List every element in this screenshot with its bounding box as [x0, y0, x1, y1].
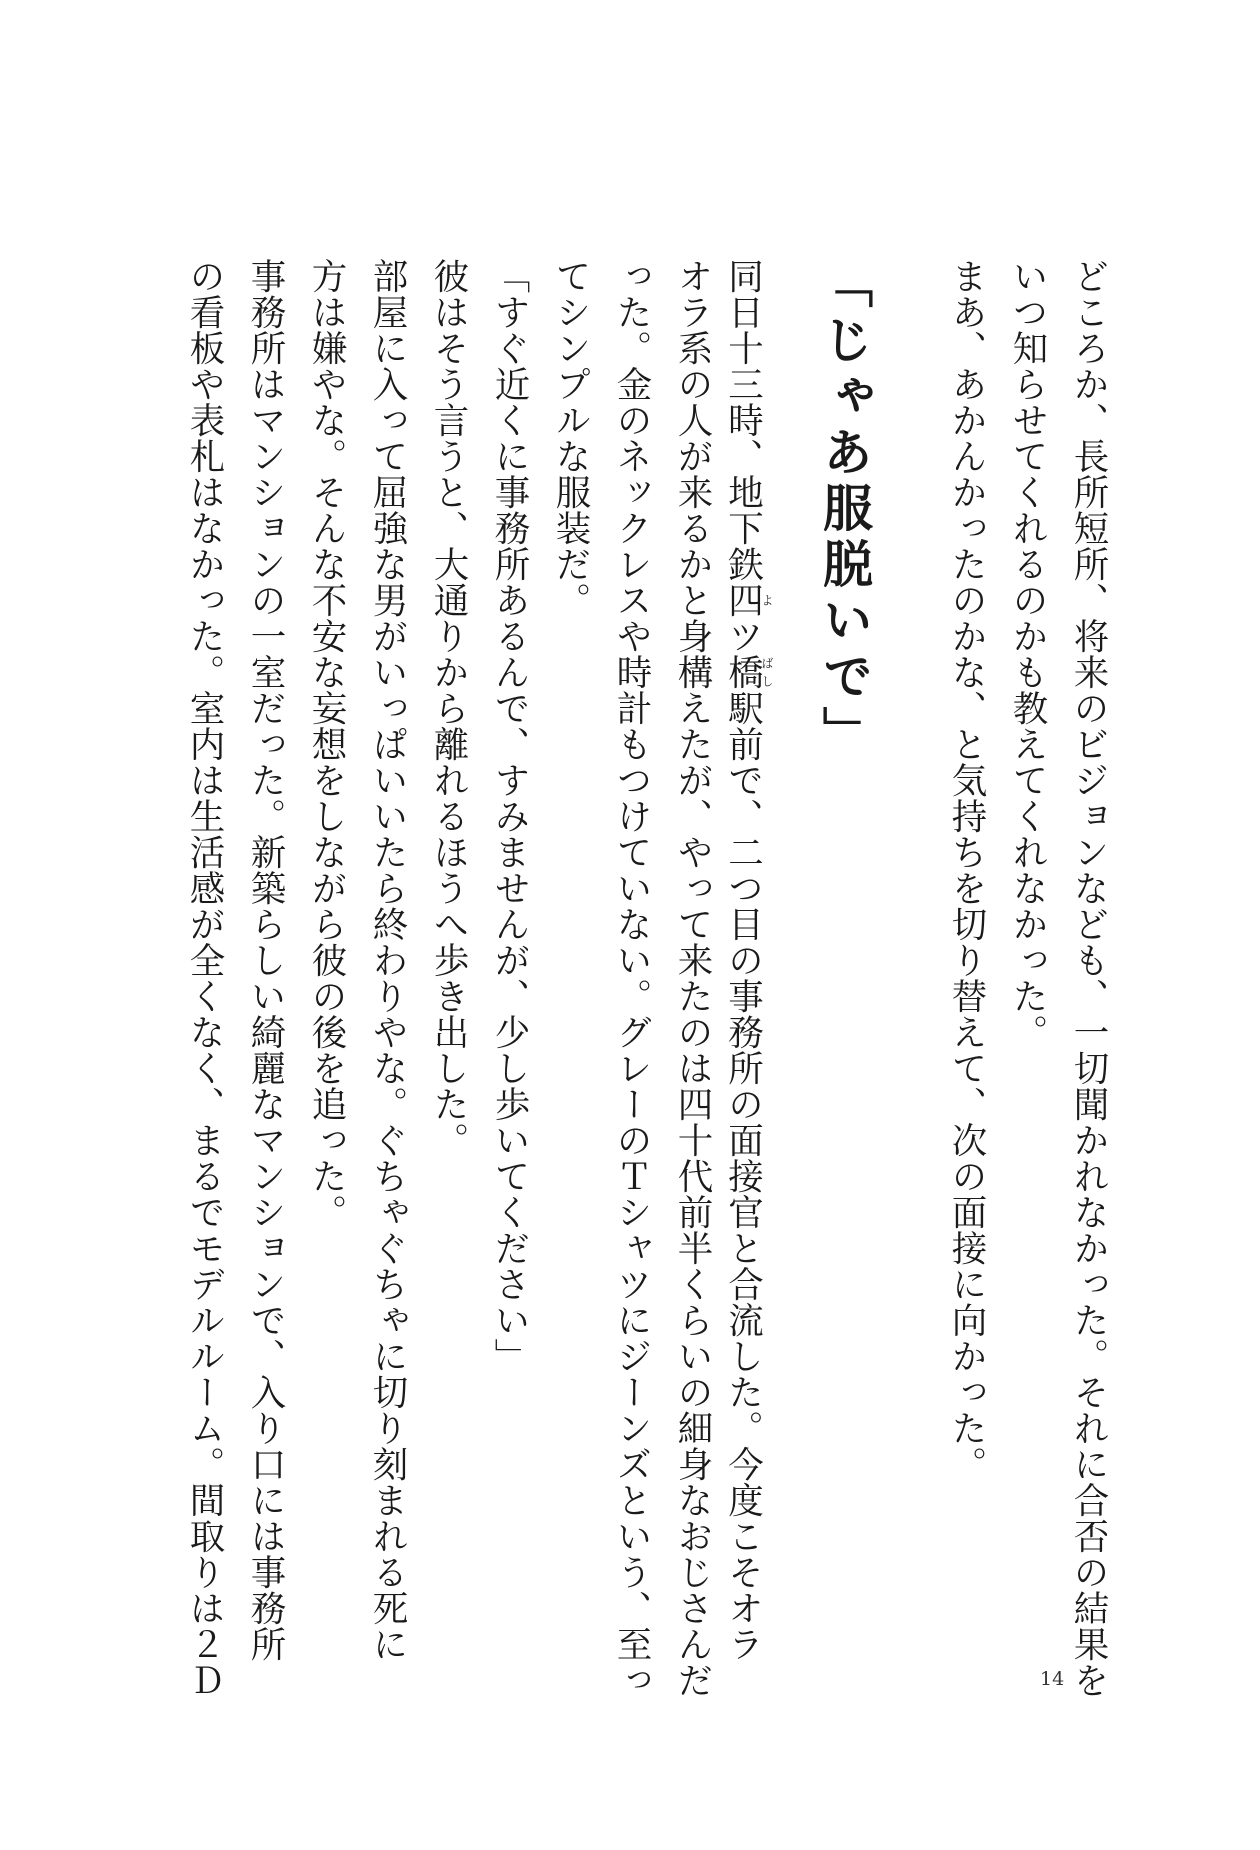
text-line: 部屋に入って屈強な男がいっぱいいたら終わりやな。ぐちゃぐちゃに切り刻まれる死に — [367, 258, 408, 1662]
text-line: まあ、あかんかったのかな、と気持ちを切り替えて、次の面接に向かった。 — [946, 258, 987, 1482]
text-line: の看板や表札はなかった。室内は生活感が全くなく、まるでモデルルーム。間取りは２Ｄ — [184, 258, 225, 1698]
text-line: 方は嫌やな。そんな不安な妄想をしながら彼の後を追った。 — [306, 258, 347, 1230]
section-heading: 「じゃあ服脱いで」 — [815, 258, 874, 762]
text-line: 事務所はマンションの一室だった。新築らしい綺麗なマンションで、入り口には事務所 — [245, 258, 286, 1662]
text-line: オラ系の人が来るかと身構えたが、やって来たのは四十代前半くらいの細身なおじさんだ — [672, 258, 713, 1698]
page-number: 14 — [1040, 1668, 1065, 1690]
text-line: てシンプルな服装だ。 — [550, 258, 591, 618]
text-line: 彼はそう言うと、大通りから離れるほうへ歩き出した。 — [428, 258, 469, 1158]
text-line: 同日十三時、地下鉄四よツ橋ばし駅前で、二つ目の事務所の面接官と合流した。今度こそオラ — [722, 258, 774, 1662]
text-line: った。金のネックレスや時計もつけていない。グレーのＴシャツにジーンズという、至っ — [611, 258, 652, 1698]
text-line: どころか、長所短所、将来のビジョンなども、一切聞かれなかった。それに合否の結果を — [1068, 258, 1109, 1698]
text-line: いつ知らせてくれるのかも教えてくれなかった。 — [1007, 258, 1048, 1050]
text-line: 「すぐ近くに事務所あるんで、すみませんが、少し歩いてください」 — [489, 258, 530, 1374]
